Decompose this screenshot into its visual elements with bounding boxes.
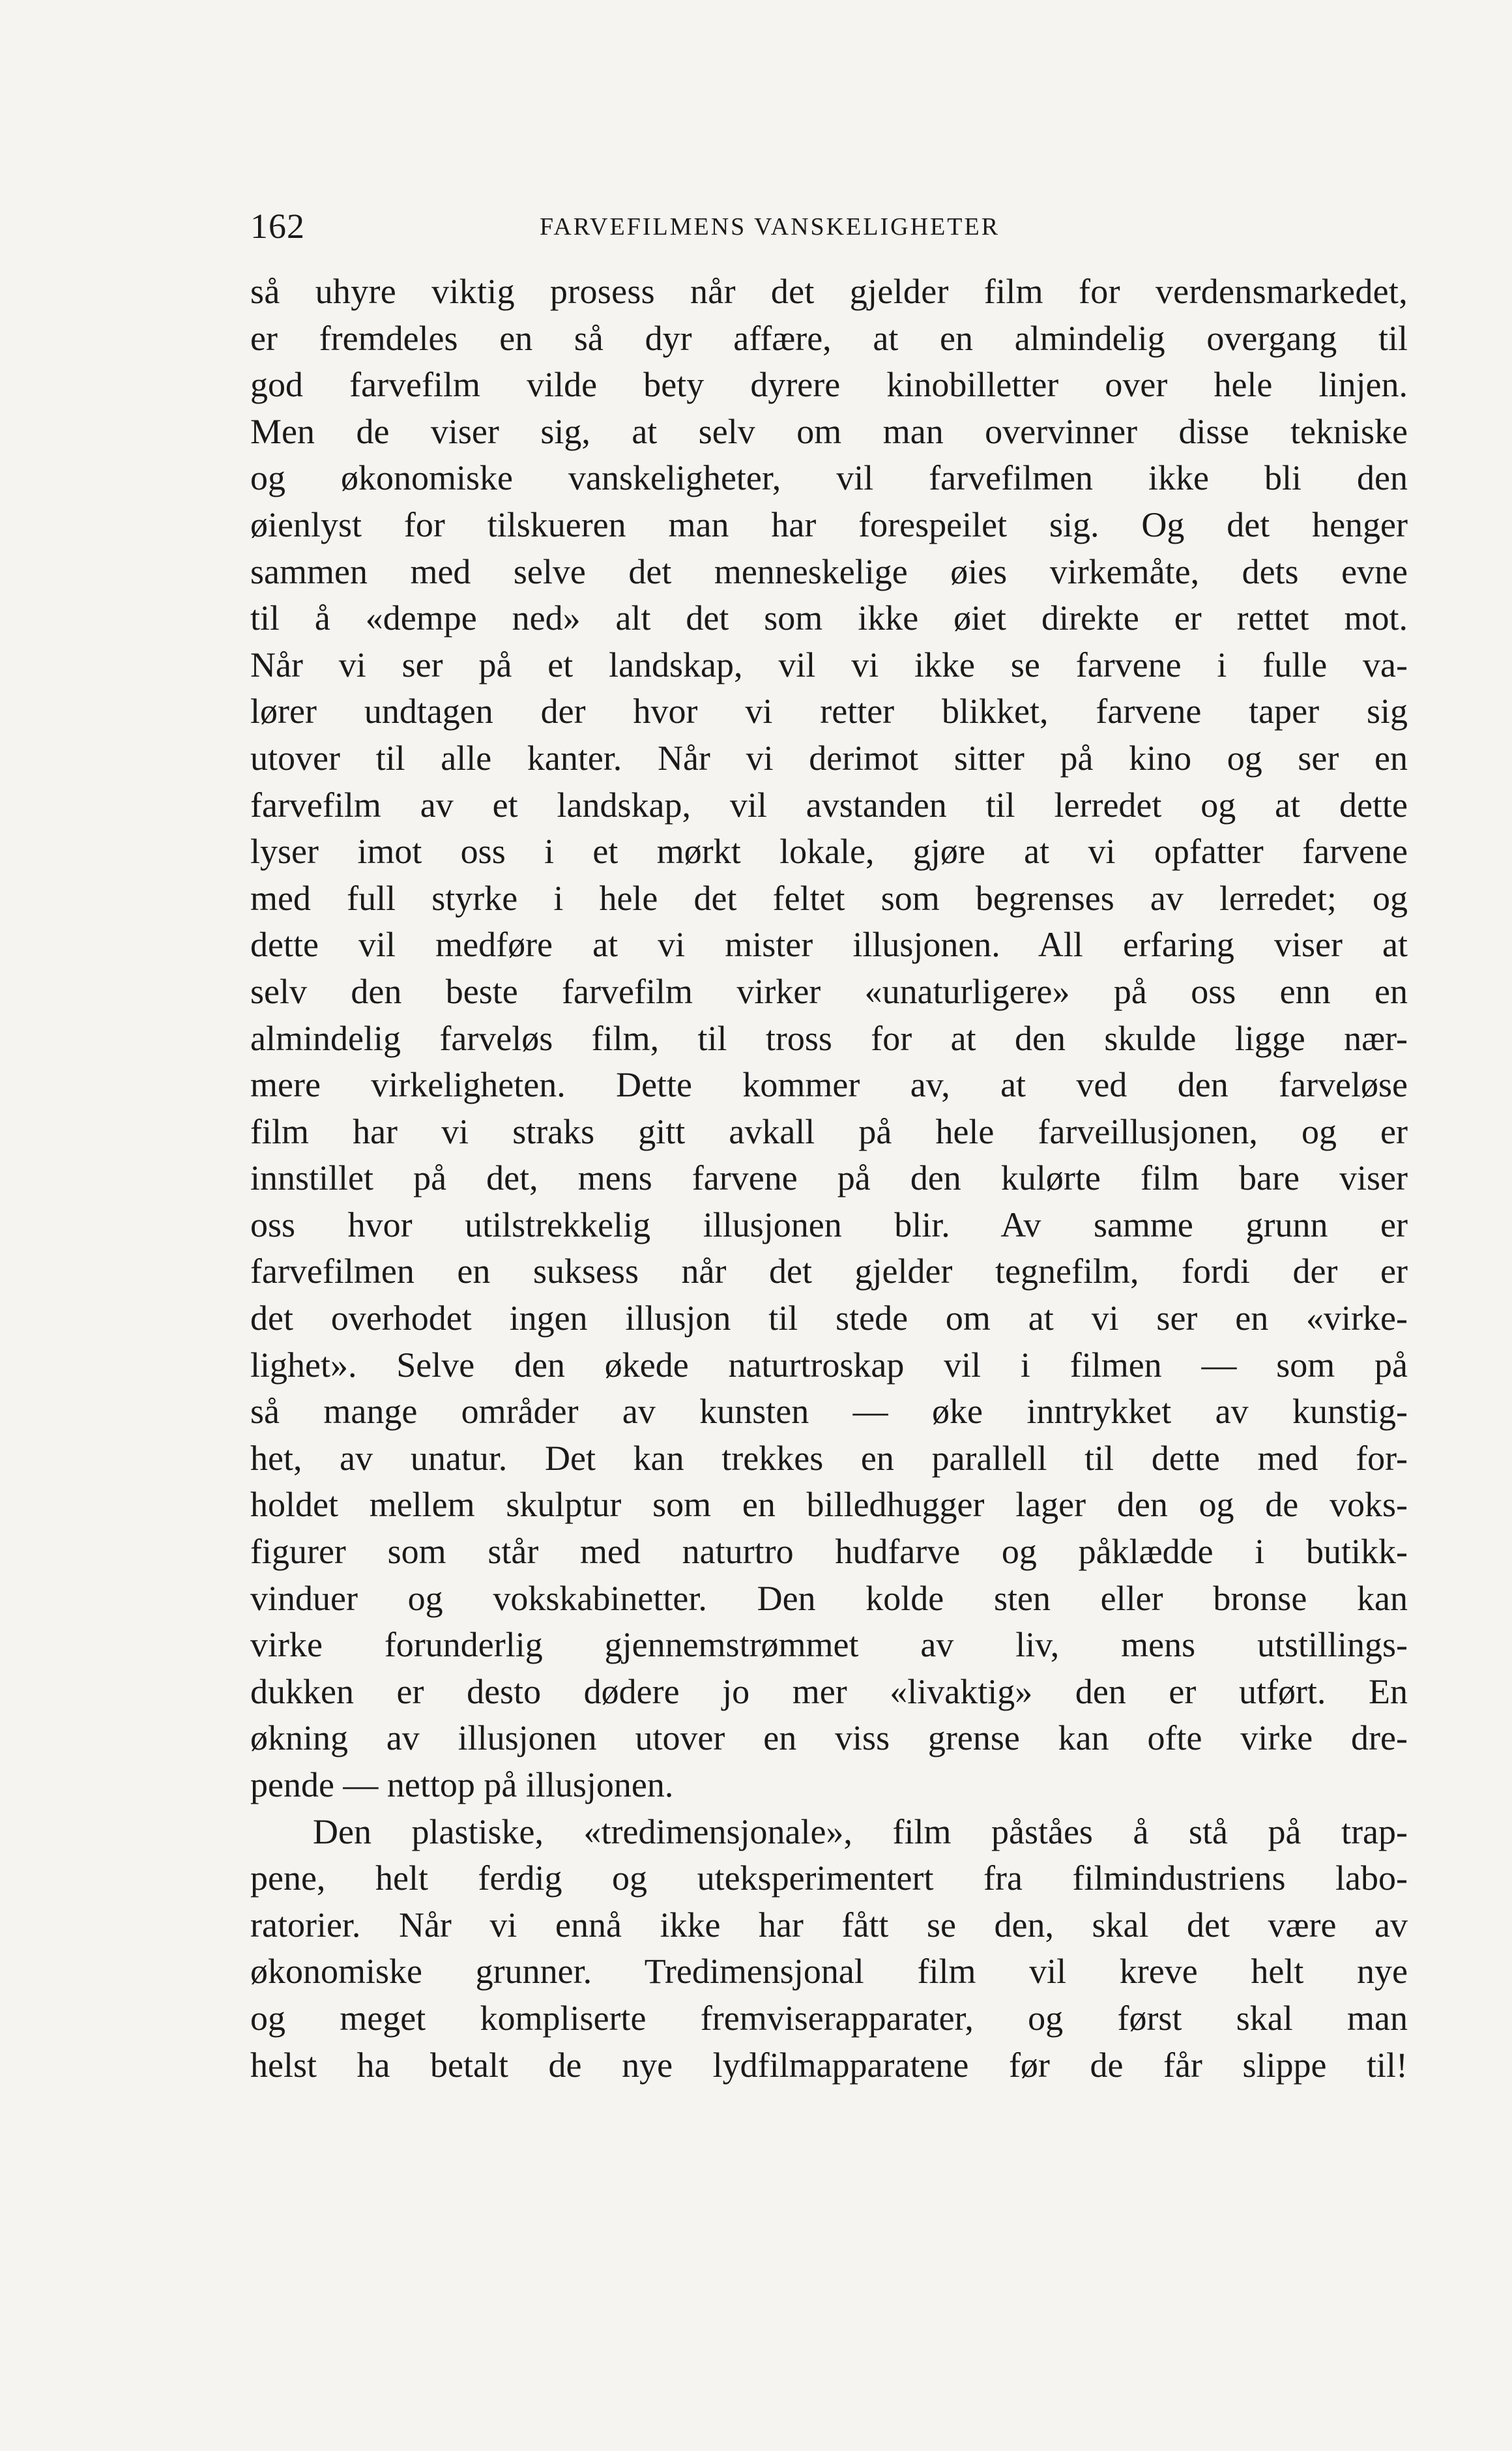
text-line: film har vi straks gitt avkall på hele farveillusjonen, og er [250, 1111, 1408, 1151]
text-line: lighet». Selve den økede naturtroskap vil i filmen — som på [250, 1345, 1408, 1385]
text-line: vinduer og vokskabinetter. Den kolde sten eller bronse kan [250, 1578, 1408, 1618]
text-line: virke forunderlig gjennemstrømmet av liv, mens utstillings- [250, 1625, 1408, 1665]
text-line: dette vil medføre at vi mister illusjonen. All erfaring viser at [250, 925, 1408, 965]
text-line: ratorier. Når vi ennå ikke har fått se den, skal det være av [250, 1905, 1408, 1945]
text-line: til å «dempe ned» alt det som ikke øiet direkte er rettet mot. [250, 598, 1408, 638]
paragraph [250, 1809, 1408, 2089]
text-line: økonomiske grunner. Tredimensjonal film vil kreve helt nye [250, 1952, 1408, 1991]
text-line: pene, helt ferdig og uteksperimentert fra filmindustriens labo- [250, 1858, 1408, 1898]
page-number: 162 [250, 207, 305, 246]
text-line: farvefilm av et landskap, vil avstanden til lerredet og at dette [250, 785, 1408, 825]
running-head [250, 203, 1408, 249]
text-line: økning av illusjonen utover en viss grense kan ofte virke dre- [250, 1718, 1408, 1758]
text-line: dukken er desto dødere jo mer «livaktig» den er utført. En [250, 1671, 1408, 1711]
text-line: Men de viser sig, at selv om man overvinner disse tekniske [250, 411, 1408, 451]
text-line: og økonomiske vanskeligheter, vil farvefilmen ikke bli den [250, 458, 1408, 498]
text-line: sammen med selve det menneskelige øies virkemåte, dets evne [250, 551, 1408, 591]
text-line: mere virkeligheten. Dette kommer av, at ved den farveløse [250, 1065, 1408, 1105]
text-line: selv den beste farvefilm virker «unaturligere» på oss enn en [250, 971, 1408, 1011]
text-line: er fremdeles en så dyr affære, at en almindelig overgang til [250, 318, 1408, 358]
text-line: almindelig farveløs film, til tross for at den skulde ligge nær- [250, 1018, 1408, 1058]
running-title: FARVEFILMENS VANSKELIGHETER [540, 213, 1000, 241]
text-line: og meget kompliserte fremviserapparater, og først skal man [250, 1998, 1408, 2038]
paragraph [250, 269, 1408, 1809]
text-line: så mange områder av kunsten — øke inntrykket av kunstig- [250, 1392, 1408, 1431]
text-line: innstillet på det, mens farvene på den kulørte film bare viser [250, 1158, 1408, 1198]
text-line: Når vi ser på et landskap, vil vi ikke se farvene i fulle va- [250, 645, 1408, 684]
text-line: lører undtagen der hvor vi retter blikket, farvene taper sig [250, 692, 1408, 731]
text-line: lyser imot oss i et mørkt lokale, gjøre at vi opfatter farvene [250, 832, 1408, 872]
text-line: utover til alle kanter. Når vi derimot sitter på kino og ser en [250, 738, 1408, 778]
text-line: øienlyst for tilskueren man har forespeilet sig. Og det henger [250, 505, 1408, 544]
text-line: farvefilmen en suksess når det gjelder tegnefilm, fordi der er [250, 1252, 1408, 1291]
text-line: holdet mellem skulptur som en billedhugger lager den og de voks- [250, 1485, 1408, 1525]
text-line: med full styrke i hele det feltet som begrenses av lerredet; og [250, 878, 1408, 918]
text-line: het, av unatur. Det kan trekkes en parallell til dette med for- [250, 1438, 1408, 1478]
text-line: så uhyre viktig prosess når det gjelder film for verdensmarkedet, [250, 272, 1408, 311]
text-line-last: pende — nettop på illusjonen. [250, 1765, 674, 1804]
body-text [250, 269, 1408, 2089]
text-line: oss hvor utilstrekkelig illusjonen blir. Av samme grunn er [250, 1205, 1408, 1244]
text-line: god farvefilm vilde bety dyrere kinobilletter over hele linjen. [250, 365, 1408, 405]
text-line: det overhodet ingen illusjon til stede om at vi ser en «virke- [250, 1299, 1408, 1338]
text-line: Den plastiske, «tredimensjonale», film påståes å stå på trap- [313, 1812, 1408, 1851]
text-line: figurer som står med naturtro hudfarve og påklædde i butikk- [250, 1532, 1408, 1572]
text-line: helst ha betalt de nye lydfilmapparatene før de får slippe til! [250, 2045, 1408, 2085]
